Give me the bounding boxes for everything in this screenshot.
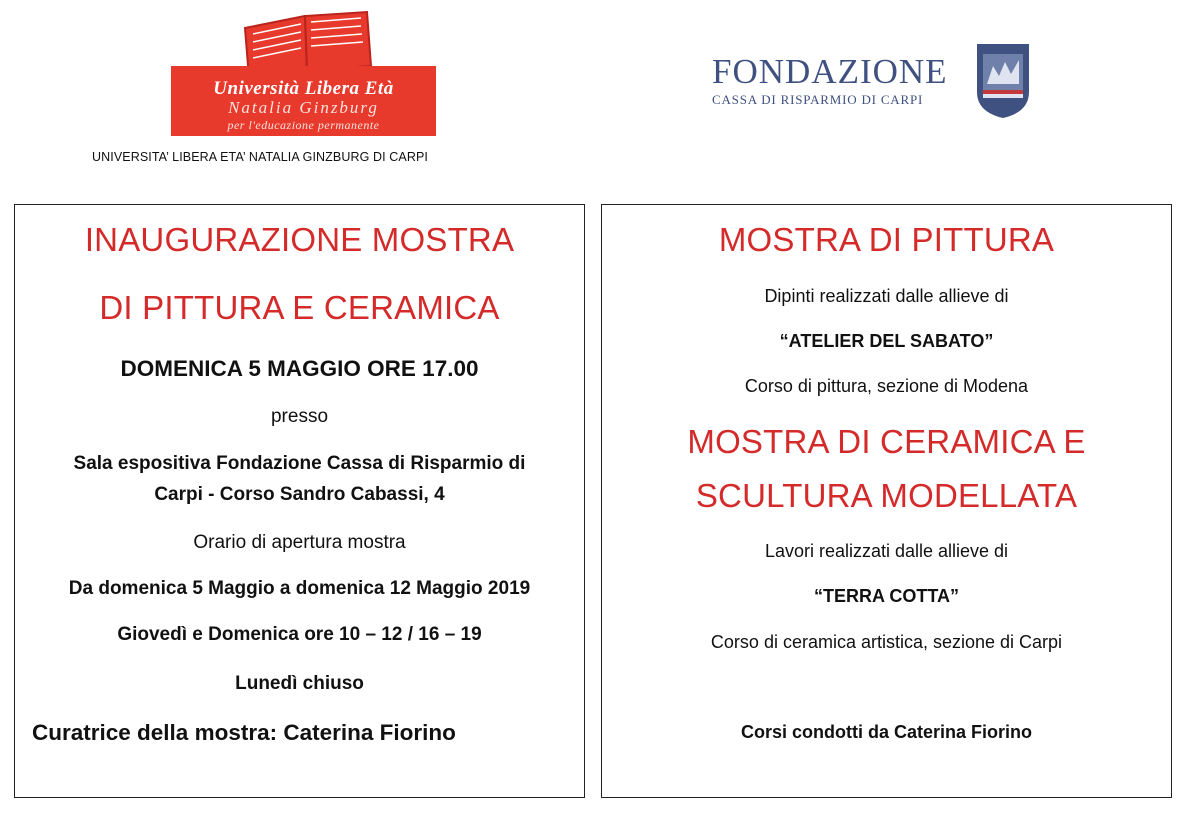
exhibitions-box — [601, 204, 1172, 798]
ceramics-title-1: MOSTRA DI CERAMICA E — [687, 423, 1086, 460]
logo-banner — [171, 66, 436, 136]
ceramics-description: Lavori realizzati dalle allieve di — [764, 541, 1009, 561]
exhibition-period: Da domenica 5 Maggio a domenica 12 Maggio 2019 — [68, 578, 531, 599]
venue-line-1: Sala espositiva Fondazione Cassa di Risparmio di — [73, 453, 526, 474]
painting-title: MOSTRA DI PITTURA — [718, 221, 1055, 258]
fondazione-logo — [708, 40, 1038, 125]
venue-line-2: Carpi - Corso Sandro Cabassi, 4 — [154, 484, 445, 505]
ceramics-group: “TERRA COTTA” — [814, 586, 959, 606]
opening-days-hours: Giovedì e Domenica ore 10 – 12 / 16 – 19 — [117, 624, 482, 645]
curator: Curatrice della mostra: Caterina Fiorino — [32, 720, 456, 745]
painting-description: Dipinti realizzati dalle allieve di — [764, 286, 1009, 306]
courses-teacher: Corsi condotti da Caterina Fiorino — [740, 722, 1032, 742]
logo-line-1: Università Libera Età — [213, 78, 394, 99]
ceramics-title-2: SCULTURA MODELLATA — [695, 477, 1078, 514]
painting-group: “ATELIER DEL SABATO” — [779, 331, 994, 351]
crest-shield-icon — [973, 40, 1033, 120]
inauguration-title-1: INAUGURAZIONE MOSTRA — [84, 221, 515, 258]
opening-hours-label: Orario di apertura mostra — [193, 532, 406, 553]
presso-label: presso — [270, 406, 329, 427]
inauguration-box — [14, 204, 585, 798]
painting-course: Corso di pittura, sezione di Modena — [744, 376, 1029, 396]
universita-caption: UNIVERSITA’ LIBERA ETA’ NATALIA GINZBURG DI CARPI — [92, 150, 428, 164]
fondazione-title: FONDAZIONE — [712, 52, 948, 91]
logo-line-3: per l'educazione permanente — [227, 118, 380, 132]
ceramics-course: Corso di ceramica artistica, sezione di Carpi — [710, 632, 1063, 652]
logo-line-2: Natalia Ginzburg — [228, 98, 379, 117]
inauguration-date: DOMENICA 5 MAGGIO ORE 17.00 — [120, 356, 479, 381]
inauguration-title-2: DI PITTURA E CERAMICA — [99, 289, 500, 326]
closed-day: Lunedì chiuso — [235, 673, 364, 694]
universita-logo — [171, 8, 436, 130]
fondazione-subtitle: CASSA DI RISPARMIO DI CARPI — [712, 92, 924, 107]
